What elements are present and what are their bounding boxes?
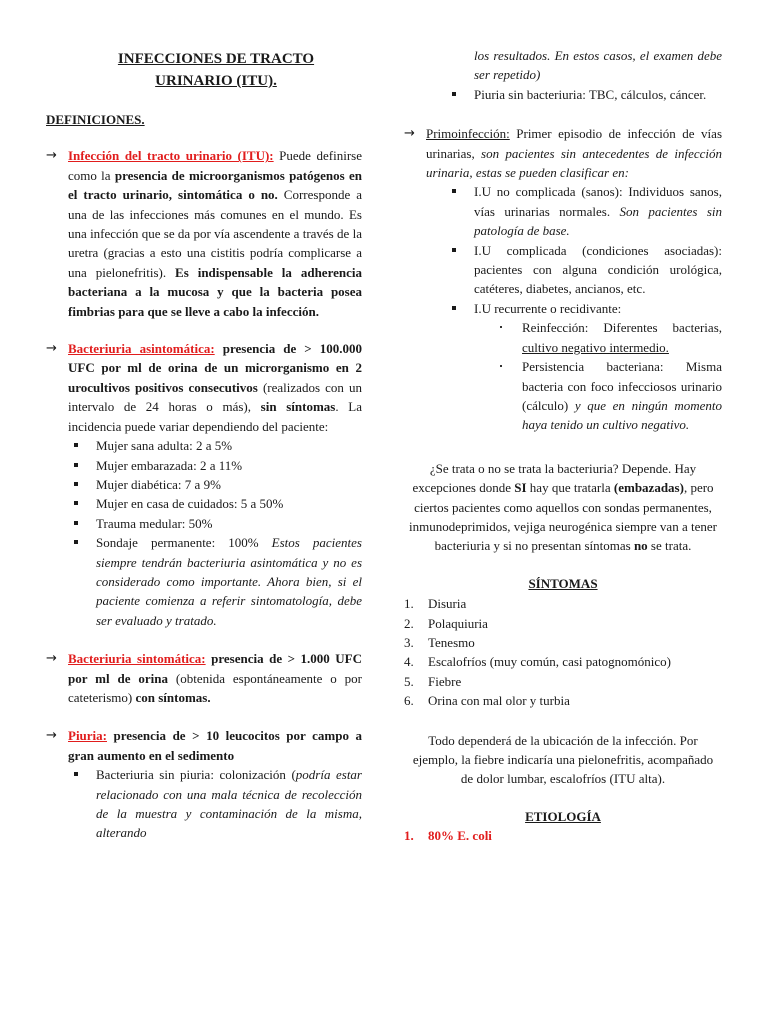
list-item: Mujer diabética: 7 a 9% bbox=[72, 475, 362, 494]
list-item: 2. Polaquiuria bbox=[404, 615, 488, 631]
left-column bbox=[46, 0, 362, 843]
piuria-continued-list bbox=[404, 85, 722, 104]
list-item: I.U recurrente o recidivante: bbox=[450, 299, 722, 318]
list-item: Reinfección: Diferentes bacterias, cultivo negativo intermedio. bbox=[498, 318, 722, 357]
primoinfeccion-term: Primoinfección: bbox=[426, 126, 510, 142]
list-item: 6. Orina con mal olor y turbia bbox=[404, 693, 570, 709]
treatment-paragraph: ¿Se trata o no se trata la bacteriuria? Depende. Hay excepciones donde SI hay que tratarla (embazadas), pero ciertos pacientes como aquellos con sondas permanentes, inmunodeprimidos, vejiga neurogénica siempre van a tener bacteriuria y si no presentan síntomas no se trata. bbox=[409, 460, 717, 554]
list-item: Mujer embarazada: 2 a 11% bbox=[72, 456, 362, 475]
itu-term: Infección del tracto urinario (ITU): bbox=[68, 148, 274, 164]
arrow-right-icon: → bbox=[46, 341, 57, 357]
list-item: 4. Escalofríos (muy común, casi patognomónico) bbox=[404, 654, 671, 670]
list-item: Piuria sin bacteriuria: TBC, cálculos, cáncer. bbox=[450, 85, 722, 104]
piuria-term: Piuria: bbox=[68, 728, 107, 744]
list-item: I.U no complicada (sanos): Individuos sanos, vías urinarias normales. Son pacientes sin patología de base. bbox=[450, 182, 722, 240]
classification-list bbox=[404, 182, 722, 318]
list-item: Sondaje permanente: 100% Estos pacientes siempre tendrán bacteriuria asintomática y no es considerado como importante. Ahora bien, si el paciente comienza a referir sintomatología, debe ser evaluado y tratado. bbox=[72, 533, 362, 630]
arrow-right-icon: → bbox=[46, 728, 57, 744]
piuria-list bbox=[46, 765, 362, 843]
list-item: 1. 80% E. coli bbox=[404, 828, 492, 844]
itu-definition: → Infección del tracto urinario (ITU): Puede definirse como la presencia de microorganismos patógenos en el tracto urinario, sintomática o no. Corresponde a una de las infecciones más comunes en el mundo. Es una infección que se da por vía ascendente a través de la uretra (gracias a esto una cistitis podría complicarse a una pielonefritis). Es indispensable la adherencia bacteriana a la mucosa y que la bacteria posea fimbrias para que se lleve a cabo la infección. bbox=[46, 146, 362, 321]
list-item: 3. Tenesmo bbox=[404, 634, 475, 650]
list-item: I.U complicada (condiciones asociadas): pacientes con alguna condición urológica, catéteres, diabetes, ancianos, etc. bbox=[450, 241, 722, 299]
list-item: Mujer en casa de cuidados: 5 a 50% bbox=[72, 494, 362, 513]
list-item: Persistencia bacteriana: Misma bacteria con foco infecciosos urinario (cálculo) y que en ningún momento haya tenido un cultivo negativo. bbox=[498, 357, 722, 435]
etiologia-list bbox=[404, 826, 722, 845]
ubicacion-paragraph: Todo dependerá de la ubicación de la infección. Por ejemplo, la fiebre indicaría una pielonefritis, acompañado de dolor lumbar, escalofríos (ITU alta). bbox=[412, 732, 714, 787]
sintomas-list bbox=[404, 594, 722, 710]
list-item: Trauma medular: 50% bbox=[72, 514, 362, 533]
list-item: 5. Fiebre bbox=[404, 673, 462, 689]
etiologia-heading: ETIOLOGÍA bbox=[525, 808, 601, 824]
right-column bbox=[404, 0, 722, 846]
arrow-right-icon: → bbox=[46, 651, 57, 667]
asintomatica-definition: → Bacteriuria asintomática: presencia de > 100.000 UFC por ml de orina de un microrganismo en 2 urocultivos positivos consecutivos (realizados con un intervalo de 24 horas o más), sin síntomas. La incidencia puede variar dependiendo del paciente: bbox=[46, 339, 362, 436]
sintomas-heading: SÍNTOMAS bbox=[528, 575, 598, 591]
incidence-list bbox=[46, 436, 362, 630]
document-title: INFECCIONES DE TRACTO URINARIO (ITU). bbox=[117, 51, 315, 89]
asintomatica-term: Bacteriuria asintomática: bbox=[68, 341, 215, 357]
list-item: 1. Disuria bbox=[404, 596, 467, 612]
recurrence-sublist bbox=[404, 318, 722, 434]
continuation-text: los resultados. En estos casos, el examen debe ser repetido) bbox=[474, 48, 722, 83]
arrow-right-icon: → bbox=[46, 148, 57, 164]
definiciones-heading: DEFINICIONES. bbox=[46, 112, 145, 127]
primoinfeccion-definition: → Primoinfección: Primer episodio de infección de vías urinarias, son pacientes sin antecedentes de infección urinaria, estas se pueden clasificar en: bbox=[404, 124, 722, 182]
sintomatica-definition: → Bacteriuria sintomática: presencia de > 1.000 UFC por ml de orina (obtenida espontáneamente o por cateterismo) con síntomas. bbox=[46, 649, 362, 707]
arrow-right-icon: → bbox=[404, 126, 415, 142]
piuria-definition: → Piuria: presencia de > 10 leucocitos por campo a gran aumento en el sedimento bbox=[46, 726, 362, 765]
list-item: Bacteriuria sin piuria: colonización (podría estar relacionado con una mala técnica de recolección de la muestra y contaminación de la misma, alterando bbox=[72, 765, 362, 843]
list-item: Mujer sana adulta: 2 a 5% bbox=[72, 436, 362, 455]
sintomatica-term: Bacteriuria sintomática: bbox=[68, 651, 206, 667]
